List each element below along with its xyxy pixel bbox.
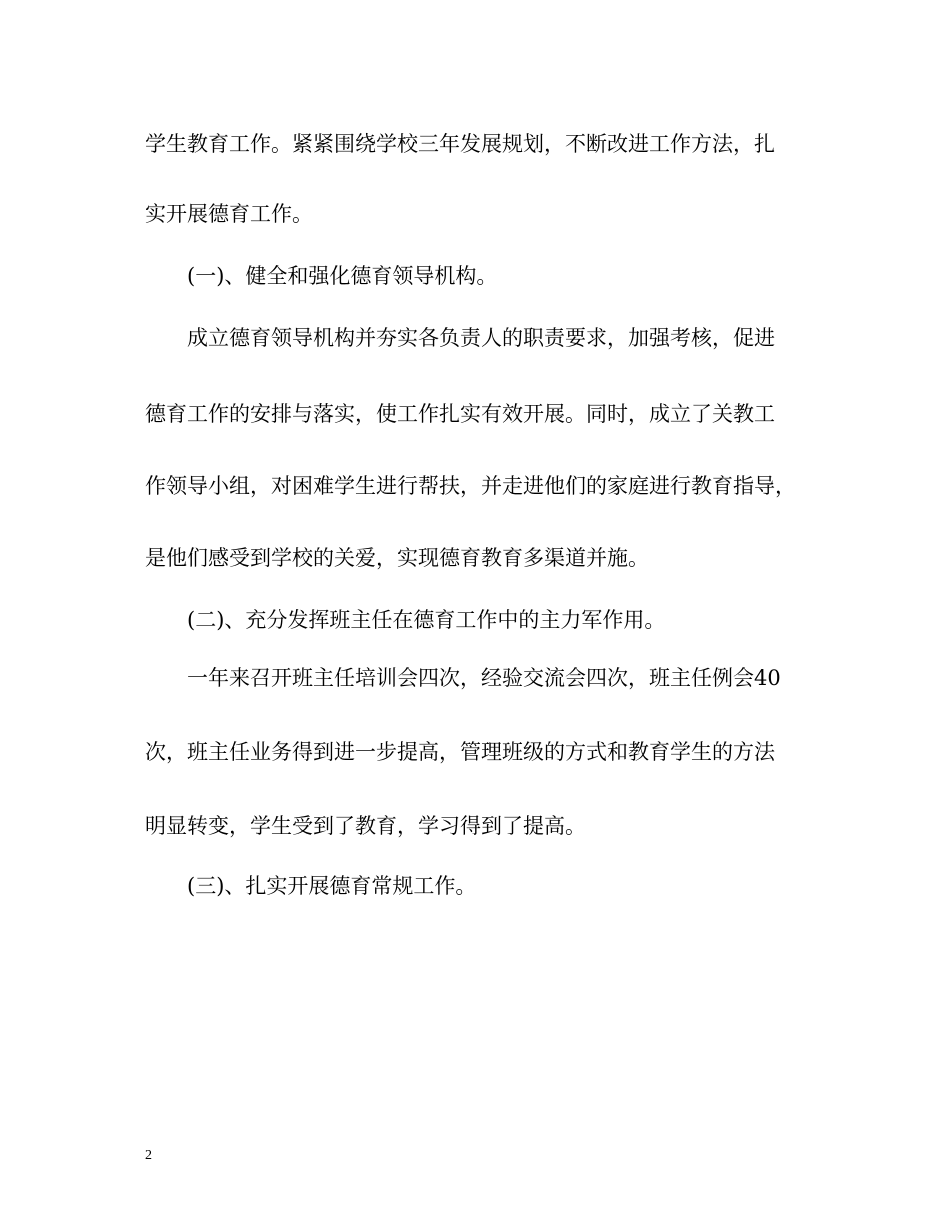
body-text-line: 实开展德育工作。 bbox=[145, 202, 313, 226]
body-text-line: 一年来召开班主任培训会四次，经验交流会四次，班主任例会40 bbox=[187, 666, 781, 690]
body-text-line: 德育工作的安排与落实，使工作扎实有效开展。同时，成立了关教工 bbox=[145, 402, 775, 426]
body-text-line: 作领导小组，对困难学生进行帮扶，并走进他们的家庭进行教育指导， bbox=[145, 474, 796, 498]
section-heading-3: (三)、扎实开展德育常规工作。 bbox=[187, 874, 477, 898]
body-text-line: 是他们感受到学校的关爱，实现德育教育多渠道并施。 bbox=[145, 546, 649, 570]
section-heading-1: (一)、健全和强化德育领导机构。 bbox=[187, 264, 498, 288]
body-text-line: 成立德育领导机构并夯实各负责人的职责要求，加强考核，促进 bbox=[187, 326, 775, 350]
section-heading-2: (二)、充分发挥班主任在德育工作中的主力军作用。 bbox=[187, 608, 666, 632]
page-number: 2 bbox=[145, 1148, 152, 1163]
body-text-line: 次，班主任业务得到进一步提高，管理班级的方式和教育学生的方法 bbox=[145, 740, 775, 764]
body-text-line: 明显转变，学生受到了教育，学习得到了提高。 bbox=[145, 814, 586, 838]
body-text-line: 学生教育工作。紧紧围绕学校三年发展规划，不断改进工作方法，扎 bbox=[145, 132, 775, 156]
